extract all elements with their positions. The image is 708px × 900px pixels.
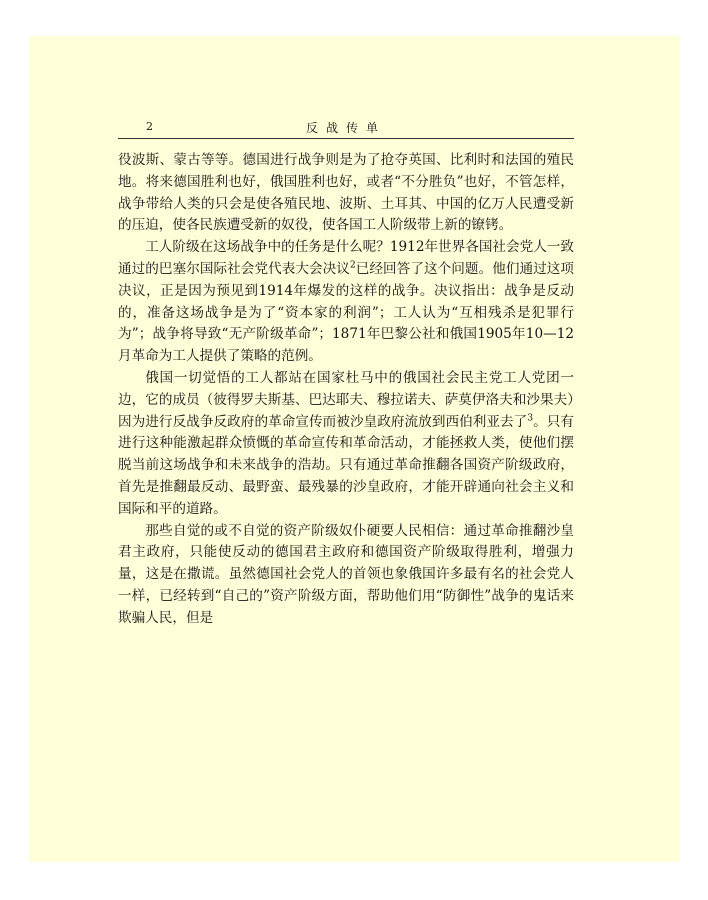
- paragraph-2: [118, 237, 574, 368]
- running-title: 反战传单: [305, 121, 386, 135]
- page-header: [118, 116, 574, 139]
- paragraph-4: 那些自觉的或不自觉的资产阶级奴仆硬要人民相信：通过革命推翻沙皇君主政府，只能使反动的德国君主政府和德国资产阶级取得胜利，增强力量，这是在撒谎。虽然德国社会党人的首领也象俄国许多最有名的社会党人一样，已经转到“自己的”资产阶级方面，帮助他们用“防御性”战争的鬼话来欺骗人民，但是: [118, 522, 574, 626]
- paragraph-3-text-after-note: 。只有进行这种能激起群众愤慨的革命宣传和革命活动，才能拯救人类，使他们摆脱当前这场战争和未来战争的浩劫。只有通过革命推翻各国资产阶级政府，首先是推翻最反动、最野蛮、最残暴的沙皇政府，才能开辟通向社会主义和国际和平的道路。: [118, 413, 575, 517]
- body-text: [118, 150, 574, 630]
- paragraph-2-text-after-note: 已经回答了这个问题。他们通过这项决议，正是因为预见到1914年爆发的这样的战争。决议指出：战争是反动的，准备这场战争是为了“资本家的利润”；工人认为“互相残杀是犯罪行为”；战争将导致“无产阶级革命”；1871年巴黎公社和俄国1905年10—12月革命为工人提供了策略的范例。: [118, 260, 575, 365]
- page-number: 2: [146, 120, 153, 133]
- paragraph-3: [118, 368, 574, 521]
- paragraph-1: 役波斯、蒙古等等。德国进行战争则是为了抢夺英国、比利时和法国的殖民地。将来德国胜利也好，俄国胜利也好，或者“不分胜负”也好，不管怎样，战争带给人类的只会是使各殖民地、波斯、土耳其、中国的亿万人民遭受新的压迫，使各民族遭受新的奴役，使各国工人阶级带上新的镣铐。: [118, 152, 574, 234]
- paragraph-2-text-before-note: 工人阶级在这场战争中的任务是什么呢？1912年世界各国社会党人一致通过的巴塞尔国际社会党代表大会决议: [118, 239, 574, 277]
- footnote-marker-3[interactable]: 3: [527, 413, 534, 424]
- paragraph-3-text-before-note: 俄国一切觉悟的工人都站在国家杜马中的俄国社会民主党工人党团一边，它的成员（彼得罗夫斯基、巴达耶夫、穆拉诺夫、萨莫伊洛夫和沙果夫）因为进行反战争反政府的革命宣传而被沙皇政府流放到西伯利亚去了: [118, 369, 574, 430]
- footnote-marker-2[interactable]: 2: [349, 260, 356, 271]
